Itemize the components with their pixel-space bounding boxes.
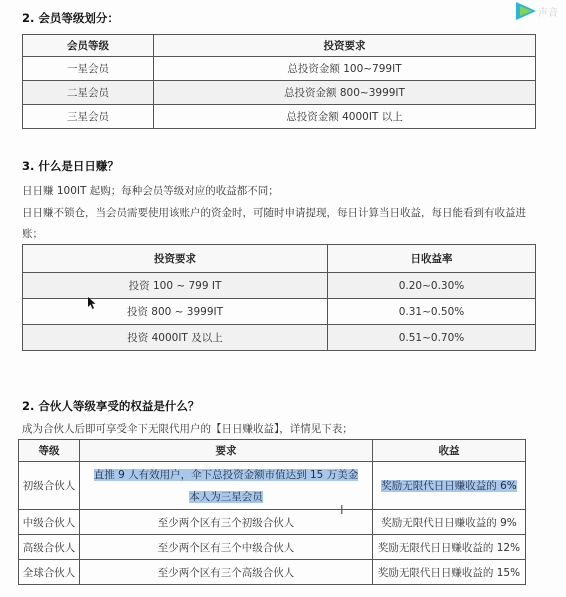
table-cell: 总投资金额 4000IT 以上	[154, 105, 536, 129]
logo-text: 声音	[538, 8, 558, 19]
section-heading-daily-earn: 3. 什么是日日赚？	[22, 159, 119, 173]
table-cell: 投资 4000IT 及以上	[23, 325, 328, 351]
table-cell: 二星会员	[23, 81, 154, 105]
table-header: 日收益率	[328, 245, 536, 273]
member-level-table	[22, 34, 536, 129]
table-cell: 投资 800 ~ 3999IT	[23, 299, 328, 325]
daily-rate-table	[22, 244, 536, 351]
paragraph-line: 日日赚不锁仓，当会员需要使用该账户的资金时，可随时申请提现，每日计算当日收益，每日能看到有收益进	[22, 207, 526, 219]
table-cell: 三星会员	[23, 105, 154, 129]
paragraph-line: 日日赚 100IT 起购；每种会员等级对应的收益都不同；	[22, 185, 279, 197]
text-cursor-icon: I	[340, 503, 344, 517]
table-cell: 高级合伙人	[19, 535, 80, 560]
table-row	[23, 105, 536, 129]
table-cell: 奖励无限代日日赚收益的 9%	[373, 510, 526, 535]
partner-table	[18, 439, 526, 585]
tencent-video-logo-icon	[506, 0, 566, 22]
table-header: 投资要求	[23, 245, 328, 273]
table-cell: 投资 100 ~ 799 IT	[23, 273, 328, 299]
table-header: 要求	[80, 440, 373, 462]
table-cell: 总投资金额 100~799IT	[154, 57, 536, 81]
table-header: 会员等级	[23, 35, 154, 57]
video-player-logo	[506, 0, 566, 22]
table-cell: 初级合伙人	[19, 462, 80, 510]
table-cell	[80, 462, 373, 510]
paragraph-line: 成为合伙人后即可享受伞下无限代用户的【日日赚收益】，详情见下表；	[22, 423, 353, 435]
table-cell: 0.51~0.70%	[328, 325, 536, 351]
table-row	[23, 81, 536, 105]
table-cell: 至少两个区有三个初级合伙人	[80, 510, 373, 535]
table-cell: 一星会员	[23, 57, 154, 81]
table-cell: 奖励无限代日日赚收益的 12%	[373, 535, 526, 560]
section-heading-partner-benefits: 2. 合伙人等级享受的权益是什么？	[22, 399, 200, 413]
table-cell: 0.20~0.30%	[328, 273, 536, 299]
table-row	[19, 510, 526, 535]
table-header: 投资要求	[154, 35, 536, 57]
mouse-cursor-icon	[88, 297, 96, 309]
table-cell	[373, 462, 526, 510]
table-cell: 全球合伙人	[19, 560, 80, 585]
selected-text: 本人为三星会员	[189, 490, 263, 503]
table-row	[19, 560, 526, 585]
table-row	[19, 535, 526, 560]
table-row	[23, 325, 536, 351]
table-row	[19, 462, 526, 510]
selected-text: 直推 9 人有效用户，伞下总投资金额市值达到 15 万美金	[93, 468, 359, 481]
table-row	[23, 299, 536, 325]
table-row	[23, 57, 536, 81]
table-cell: 总投资金额 800~3999IT	[154, 81, 536, 105]
section-heading-member-levels: 2. 会员等级划分：	[22, 11, 119, 25]
table-header: 等级	[19, 440, 80, 462]
table-header: 收益	[373, 440, 526, 462]
table-row	[23, 273, 536, 299]
table-cell: 中级合伙人	[19, 510, 80, 535]
paragraph-line: 账；	[22, 228, 43, 240]
selected-text: 奖励无限代日日赚收益的 6%	[381, 480, 517, 492]
table-cell: 0.31~0.50%	[328, 299, 536, 325]
table-cell: 至少两个区有三个中级合伙人	[80, 535, 373, 560]
table-cell: 奖励无限代日日赚收益的 15%	[373, 560, 526, 585]
table-cell: 至少两个区有三个高级合伙人	[80, 560, 373, 585]
